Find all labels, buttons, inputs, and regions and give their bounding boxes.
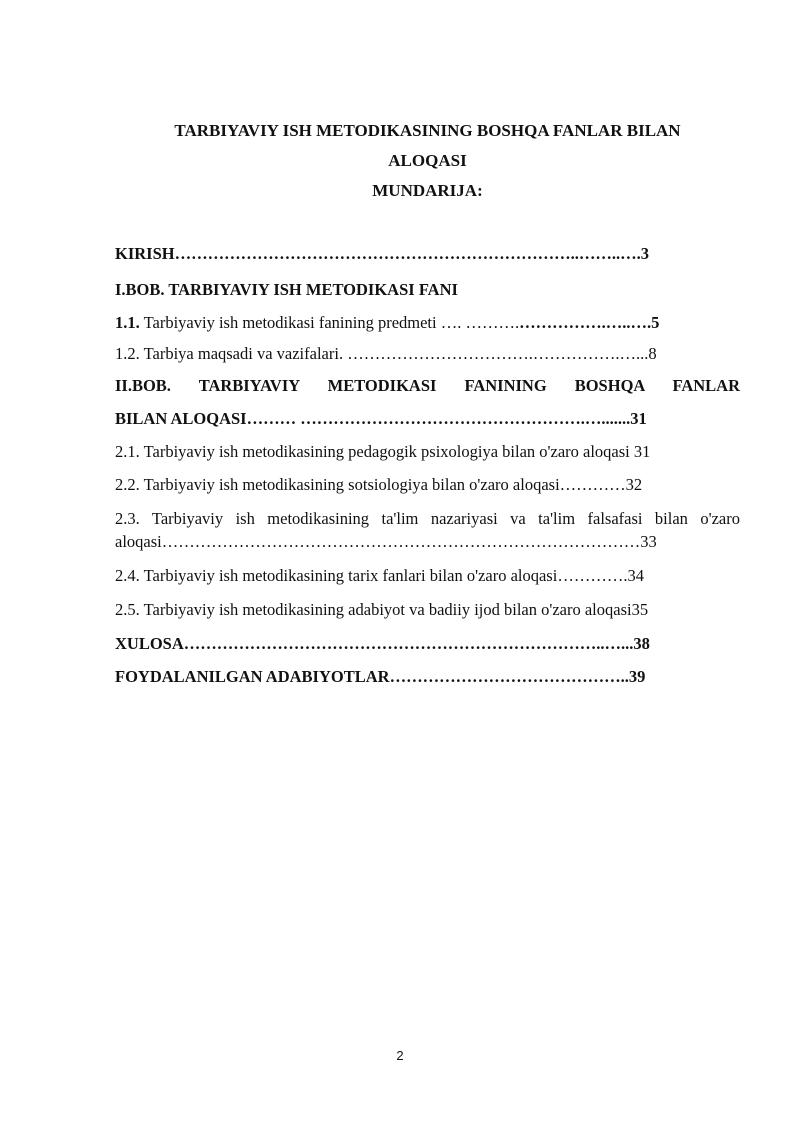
toc-chapter-2-line-2[interactable]: BILAN ALOQASI……… …………………………………………….….......31 (115, 409, 647, 428)
toc-entry-1-1-text: Tarbiyaviy ish metodikasi fanining predmeti …. ………. (139, 313, 520, 332)
toc-entry-2-4[interactable]: 2.4. Tarbiyaviy ish metodikasining tarix fanlari bilan o'zaro aloqasi………….34 (115, 566, 644, 585)
toc-entry-kirish[interactable]: KIRISH………………………………………………………………..……..….3 (115, 244, 649, 263)
toc-chapter-2-line-1[interactable]: II.BOB. TARBIYAVIY METODIKASI FANINING BOSHQA FANLAR (115, 376, 740, 395)
toc-chapter-1[interactable]: I.BOB. TARBIYAVIY ISH METODIKASI FANI (115, 280, 458, 299)
toc-entry-bibliography[interactable]: FOYDALANILGAN ADABIYOTLAR……………………………………..39 (115, 667, 646, 686)
toc-entry-2-3-line-1[interactable]: 2.3. Tarbiyaviy ish metodikasining ta'lim nazariyasi va ta'lim falsafasi bilan o'zaro (115, 509, 740, 528)
toc-heading: MUNDARIJA: (372, 181, 483, 200)
toc-entry-1-1-page: …………….…..….5 (519, 313, 660, 332)
toc-entry-2-2[interactable]: 2.2. Tarbiyaviy ish metodikasining sotsiologiya bilan o'zaro aloqasi…………32 (115, 475, 643, 494)
page-number: 2 (396, 1048, 404, 1063)
toc-entry-2-1[interactable]: 2.1. Tarbiyaviy ish metodikasining pedagogik psixologiya bilan o'zaro aloqasi 31 (115, 442, 651, 461)
toc-entry-2-3-line-2[interactable]: aloqasi……………………………………………………………………………33 (115, 532, 657, 551)
toc-entry-1-1[interactable] (115, 313, 740, 333)
page-title (115, 116, 740, 206)
title-line-2: ALOQASI (388, 151, 467, 170)
toc-entry-xulosa[interactable]: XULOSA…………………………………………………………………..…...38 (115, 634, 650, 653)
toc-entry-2-5[interactable]: 2.5. Tarbiyaviy ish metodikasining adabiyot va badiiy ijod bilan o'zaro aloqasi35 (115, 600, 649, 619)
title-line-1: TARBIYAVIY ISH METODIKASINING BOSHQA FANLAR BILAN (174, 121, 681, 140)
toc-entry-1-2[interactable]: 1.2. Tarbiya maqsadi va vazifalari. …………………………….…………….…...8 (115, 344, 657, 363)
toc-entry-1-1-number: 1.1. (115, 313, 140, 332)
